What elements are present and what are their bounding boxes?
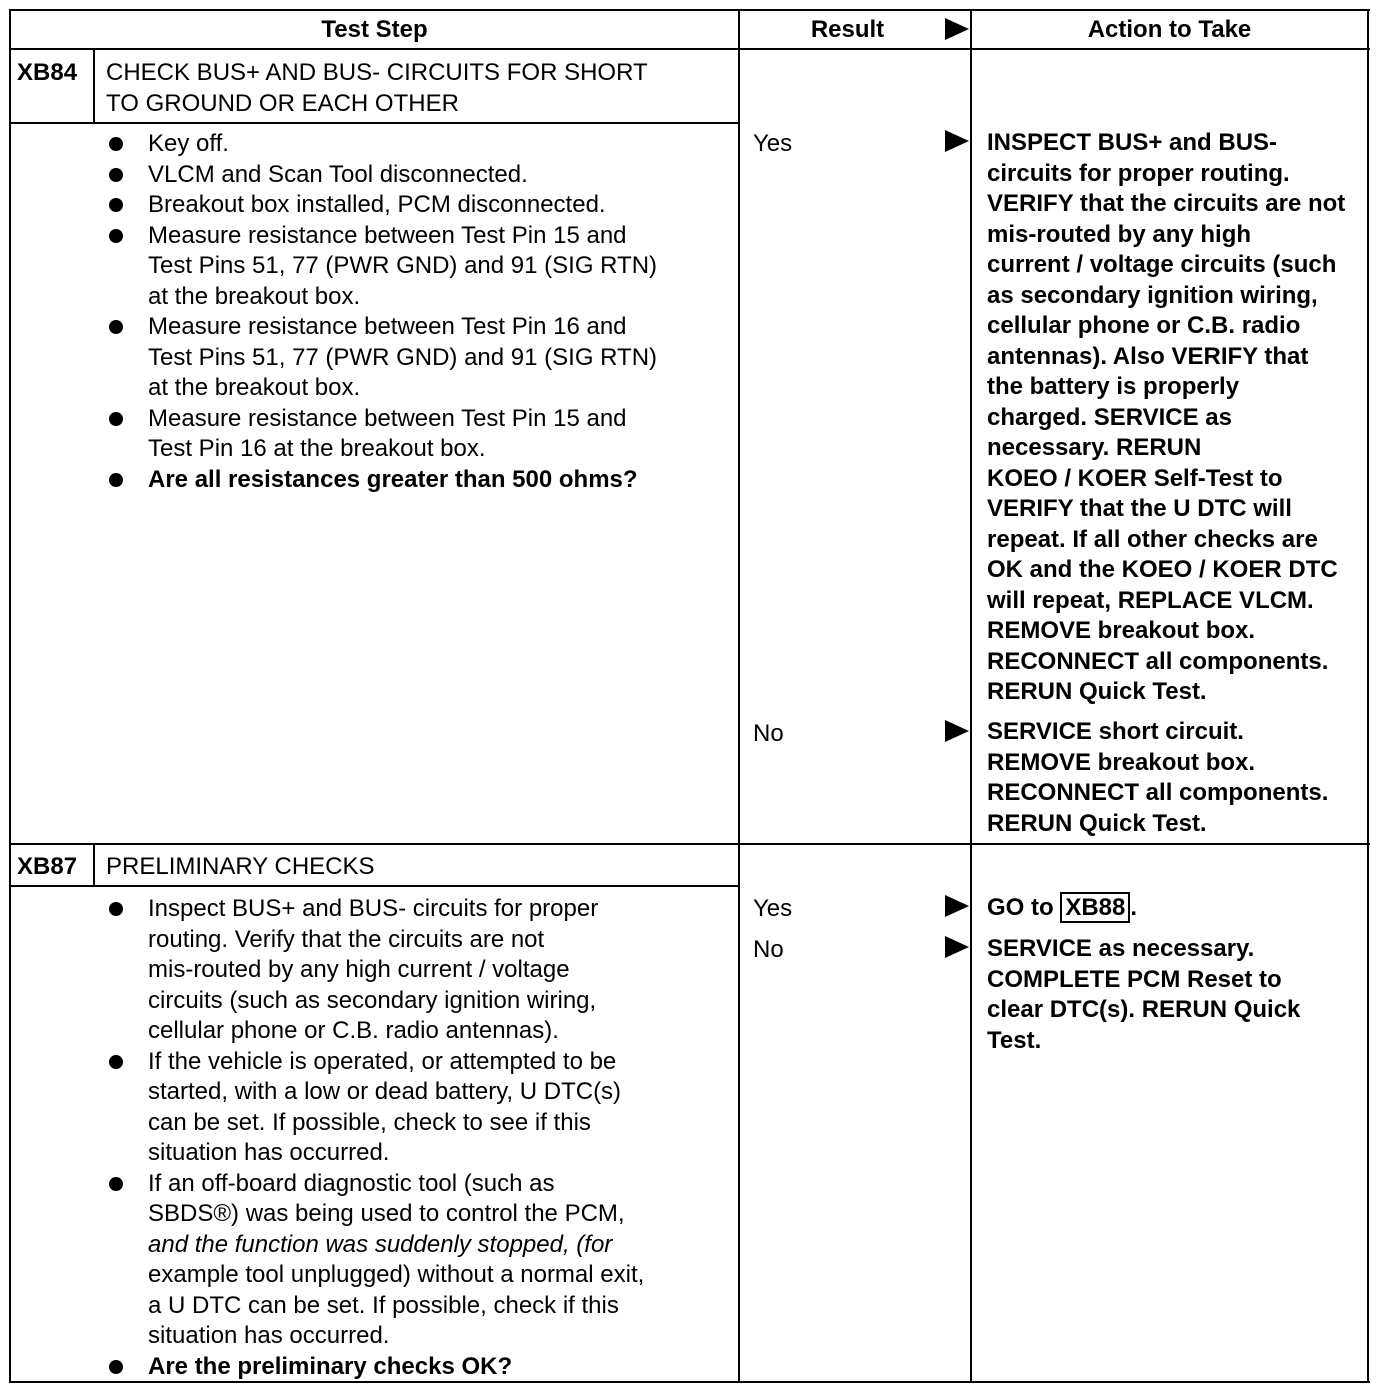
bullet-icon xyxy=(109,168,123,182)
bullet-icon xyxy=(109,137,123,151)
bullet-icon xyxy=(109,320,123,334)
bullet-icon xyxy=(109,1177,123,1191)
result-action-divider xyxy=(970,9,972,1383)
bullet-icon xyxy=(109,1360,123,1374)
bullet-item-question: Are all resistances greater than 500 ohms? xyxy=(148,465,738,496)
bullet-icon xyxy=(109,198,123,212)
step-title-xb84 xyxy=(106,58,648,119)
bullet-item: Measure resistance between Test Pin 15 and Test Pins 51, 77 (PWR GND) and 91 (SIG RTN) at the breakout box. xyxy=(148,221,738,313)
result-arrow-icon xyxy=(945,936,969,958)
bullet-item: Breakout box installed, PCM disconnected. xyxy=(148,190,738,221)
step-bullets-xb84 xyxy=(148,129,738,495)
xb84-id-divider xyxy=(93,48,95,124)
bullet-item: Key off. xyxy=(148,129,738,160)
header-bottom-border xyxy=(9,48,1370,50)
step-bullets-xb87 xyxy=(148,894,738,1382)
xb87-id-divider xyxy=(93,843,95,887)
result-yes-xb84: Yes xyxy=(753,130,793,157)
step-title-line: TO GROUND OR EACH OTHER xyxy=(106,89,459,117)
header-result: Result xyxy=(810,16,885,43)
bullet-icon xyxy=(109,902,123,916)
bullet-item: If the vehicle is operated, or attempted to be started, with a low or dead battery, U DTC(s) can be set. If possible, check to see if this situation has occurred. xyxy=(148,1047,738,1169)
result-arrow-icon xyxy=(945,895,969,917)
result-arrow-icon xyxy=(945,130,969,152)
action-yes-xb87: GO to XB88 . xyxy=(987,894,1138,921)
action-yes-xb84: INSPECT BUS+ and BUS- circuits for proper routing. VERIFY that the circuits are not mis-routed by any high current / voltage circuits (such as secondary ignition wiring, cellular phone or C.B. radio antennas). Also VERIFY that the battery is properly charged. SERVICE as necessary. RERUN KOEO / KOER Self-Test to VERIFY that the U DTC will repeat. If all other checks are OK and the KOEO / KOER DTC will repeat, REPLACE VLCM. REMOVE breakout box. RECONNECT all components. RERUN Quick Test. xyxy=(987,129,1346,705)
header-action-to-take: Action to Take xyxy=(1087,16,1252,43)
result-arrow-icon xyxy=(945,720,969,742)
table-top-border xyxy=(9,9,1370,11)
bullet-icon xyxy=(109,412,123,426)
result-yes-xb87: Yes xyxy=(753,895,793,922)
section-divider xyxy=(9,843,1370,845)
xb87-title-bottom-border xyxy=(9,885,739,887)
bullet-item: Measure resistance between Test Pin 15 and Test Pin 16 at the breakout box. xyxy=(148,404,738,465)
xb84-title-bottom-border xyxy=(9,122,739,124)
bullet-icon xyxy=(109,1055,123,1069)
bullet-icon xyxy=(109,473,123,487)
xb88-link[interactable]: XB88 xyxy=(1060,892,1130,923)
bullet-icon xyxy=(109,229,123,243)
bullet-item: Inspect BUS+ and BUS- circuits for proper routing. Verify that the circuits are not mis-routed by any high current / voltage circuits (such as secondary ignition wiring, cellular phone or C.B. radio antennas). xyxy=(148,894,738,1047)
action-no-xb87: SERVICE as necessary. COMPLETE PCM Reset to clear DTC(s). RERUN Quick Test. xyxy=(987,935,1301,1054)
bullet-item-question: Are the preliminary checks OK? xyxy=(148,1352,738,1383)
step-title-xb87: PRELIMINARY CHECKS xyxy=(106,853,375,880)
bullet-item: VLCM and Scan Tool disconnected. xyxy=(148,160,738,191)
action-no-xb84: SERVICE short circuit. REMOVE breakout box. RECONNECT all components. RERUN Quick Test. xyxy=(987,718,1329,837)
table-left-border xyxy=(9,9,11,1383)
result-no-xb87: No xyxy=(753,936,784,963)
step-id-xb84: XB84 xyxy=(17,59,78,86)
step-id-xb87: XB87 xyxy=(17,853,78,880)
header-arrow-icon xyxy=(945,18,969,40)
step-title-line: CHECK BUS+ AND BUS- CIRCUITS FOR SHORT xyxy=(106,59,648,86)
bullet-item: If an off-board diagnostic tool (such as SBDS®) was being used to control the PCM, and the function was suddenly stopped, (for example tool unplugged) without a normal exit, a U DTC can be set. If possible, check if this situation has occurred. xyxy=(148,1169,738,1352)
bullet-item: Measure resistance between Test Pin 16 and Test Pins 51, 77 (PWR GND) and 91 (SIG RTN) at the breakout box. xyxy=(148,312,738,404)
result-no-xb84: No xyxy=(753,720,784,747)
table-right-border xyxy=(1367,9,1369,1383)
header-test-step: Test Step xyxy=(321,16,428,43)
step-result-divider xyxy=(738,9,740,1383)
